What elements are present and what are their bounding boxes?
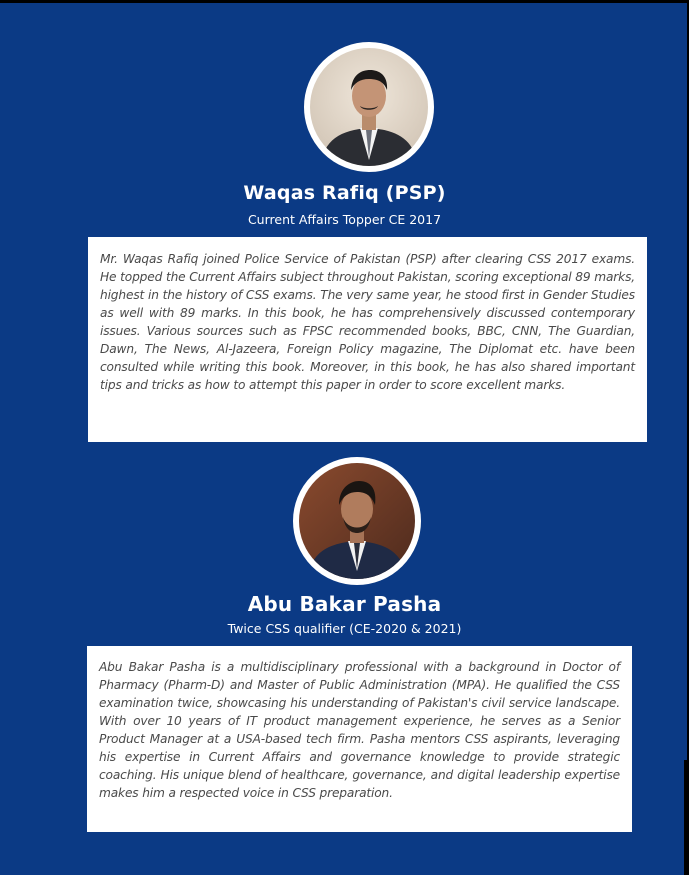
author-bio-text: Mr. Waqas Rafiq joined Police Service of Pakistan (PSP) after clearing CSS 2017 exams. He topped the Current Affairs subject throughout Pakistan, scoring exceptional 89 marks, highest in the history of CSS exams. The very same year, he stood first in Gender Studies as well with 89 marks. In this book, he has comprehensively discussed contemporary issues. Various sources such as FPSC recommended books, BBC, CNN, The Guardian, Dawn, The News, Al-Jazeera, Foreign Policy magazine, The Diplomat etc. have been consulted while writing this book. Moreover, in this book, he has also shared important tips and tricks as how to attempt this paper in order to score excellent marks.	[100, 252, 635, 392]
right-border-notch	[684, 760, 689, 875]
author-subtitle: Twice CSS qualifier (CE-2020 & 2021)	[227, 621, 462, 636]
author-bio-card	[87, 646, 632, 832]
author-name: Abu Bakar Pasha	[247, 592, 442, 616]
author-photo-waqas	[304, 42, 434, 172]
author-name: Waqas Rafiq (PSP)	[243, 182, 446, 204]
author-subtitle: Current Affairs Topper CE 2017	[247, 212, 442, 227]
top-border	[0, 0, 689, 3]
author-photo-abu-bakar	[293, 457, 421, 585]
author-bio-card	[88, 237, 647, 442]
author-bio-text: Abu Bakar Pasha is a multidisciplinary professional with a background in Doctor of Pharmacy (Pharm-D) and Master of Public Administration (MPA). He qualified the CSS examination twice, showcasing his understanding of Pakistan's civil service landscape. With over 10 years of IT product management experience, he serves as a Senior Product Manager at a USA-based tech firm. Pasha mentors CSS aspirants, leveraging his expertise in Current Affairs and governance knowledge to provide strategic coaching. His unique blend of healthcare, governance, and digital leadership expertise makes him a respected voice in CSS preparation.	[99, 660, 620, 800]
portrait-image	[310, 48, 428, 166]
portrait-image	[299, 463, 415, 579]
